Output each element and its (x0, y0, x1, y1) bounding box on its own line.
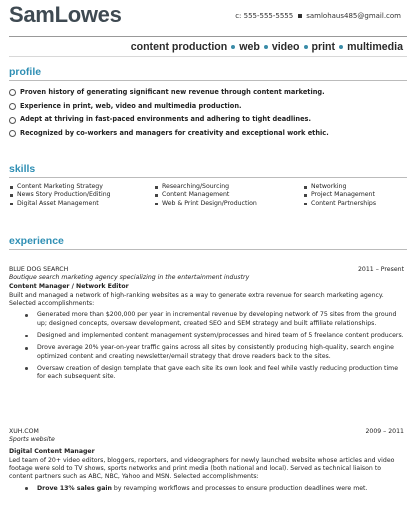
square-bullet-icon (10, 194, 13, 197)
job-summary: Built and managed a network of high-ranking websites as a way to generate extra revenue for search marketing agency. Selected accomplishments: (9, 291, 384, 308)
separator-square-icon (298, 14, 302, 18)
skills-column-2 (154, 183, 257, 208)
circle-bullet-icon (9, 117, 16, 124)
company-description: Sports website (9, 436, 55, 444)
header-divider (9, 36, 407, 37)
job-summary: Led team of 20+ video editors, bloggers, reporters, and videographers for newly launched website whose articles and video footage were sold to TV shows, sports networks and print media (both national and local). Served as technical liaison to content partners such as ABC, NBC, Yahoo and MSN. Selected accomplishments: (9, 456, 395, 481)
contact-info (235, 12, 401, 20)
candidate-name (9, 3, 122, 27)
job-dates: 2011 – Present (358, 266, 404, 273)
tagline-item: print (311, 41, 336, 53)
round-bullet-icon (25, 347, 28, 350)
skill-item: Content Partnerships (303, 200, 376, 208)
accomplishment-item: Oversaw creation of design template that gave each site its own look and feel while vastly reducing production time for each subsequent site. (9, 365, 404, 382)
square-bullet-icon (304, 194, 307, 197)
job-header (9, 266, 404, 274)
profile-list (9, 86, 404, 140)
skill-item: Project Management (303, 191, 376, 199)
skill-item: Digital Asset Management (9, 200, 111, 208)
dot-icon (264, 45, 268, 49)
skill-item: Web & Print Design/Production (154, 200, 257, 208)
dot-icon (304, 45, 308, 49)
company-name: BLUE DOG SEARCH (9, 266, 69, 273)
dot-icon (231, 45, 235, 49)
square-bullet-icon (10, 203, 13, 206)
circle-bullet-icon (9, 89, 16, 96)
accomplishment-item: Generated more than $200,000 per year in incremental revenue by developing network of 75 sites from the ground up; designed concepts, oversaw development, created SEO and SEM strategy and built affiliate relationships. (9, 311, 404, 328)
circle-bullet-icon (9, 103, 16, 110)
square-bullet-icon (155, 194, 158, 197)
square-bullet-icon (10, 186, 13, 189)
profile-item: Adept at thriving in fast-paced environments and adhering to tight deadlines. (9, 113, 404, 127)
accomplishment-item: Drove 13% sales gain by revamping workflows and processes to ensure production deadlines were met. (9, 485, 404, 493)
accomplishment-item: Drove average 20% year-on-year traffic gains across all sites by consistently producing high-quality, search engine optimized content and creating newsletter/email strategy that drove readers back to the sites. (9, 344, 404, 361)
tagline-item: content production (130, 41, 228, 53)
email[interactable]: samlohaus485@gmail.com (306, 12, 401, 20)
round-bullet-icon (25, 487, 28, 490)
skill-item: Networking (303, 183, 376, 191)
company-name: XUH.COM (9, 428, 39, 435)
job-entry (9, 428, 404, 493)
round-bullet-icon (25, 335, 28, 338)
square-bullet-icon (304, 186, 307, 189)
job-header (9, 428, 404, 436)
profile-item: Experience in print, web, video and multimedia production. (9, 100, 404, 114)
last-name: Lowes (54, 2, 122, 27)
tagline-item: multimedia (347, 41, 403, 53)
job-title: Content Manager / Network Editor (9, 282, 129, 290)
circle-bullet-icon (9, 130, 16, 137)
job-entry (9, 266, 404, 382)
accomplishment-item: Designed and implemented content management system/processes and hired team of 5 freelance content producers. (9, 332, 404, 340)
square-bullet-icon (155, 186, 158, 189)
section-title-profile: profile (9, 66, 42, 78)
dot-icon (339, 45, 343, 49)
square-bullet-icon (304, 203, 307, 206)
section-divider (9, 80, 407, 81)
first-name: Sam (9, 2, 55, 27)
skills-column-3 (303, 183, 376, 208)
section-divider (9, 249, 407, 250)
tagline (131, 41, 403, 53)
tagline-divider (9, 56, 407, 57)
square-bullet-icon (155, 203, 158, 206)
job-title: Digital Content Manager (9, 447, 95, 455)
skills-column-1 (9, 183, 111, 208)
section-divider (9, 177, 407, 178)
tagline-item: video (271, 41, 300, 53)
section-title-experience: experience (9, 235, 64, 247)
skill-item: Content Marketing Strategy (9, 183, 111, 191)
round-bullet-icon (25, 367, 28, 370)
section-title-skills: skills (9, 163, 36, 175)
round-bullet-icon (25, 314, 28, 317)
skill-item: News Story Production/Editing (9, 191, 111, 199)
skill-item: Content Management (154, 191, 257, 199)
job-dates: 2009 – 2011 (365, 428, 404, 435)
profile-item: Proven history of generating significant new revenue through content marketing. (9, 86, 404, 100)
skill-item: Researching/Sourcing (154, 183, 257, 191)
accomplishment-highlight: Drove 13% sales gain (37, 484, 112, 492)
company-description: Boutique search marketing agency specializing in the entertainment industry (9, 274, 250, 282)
tagline-item: web (239, 41, 260, 53)
profile-item: Recognized by co-workers and managers for creativity and exceptional work ethic. (9, 127, 404, 141)
phone: c: 555-555-5555 (235, 12, 294, 20)
